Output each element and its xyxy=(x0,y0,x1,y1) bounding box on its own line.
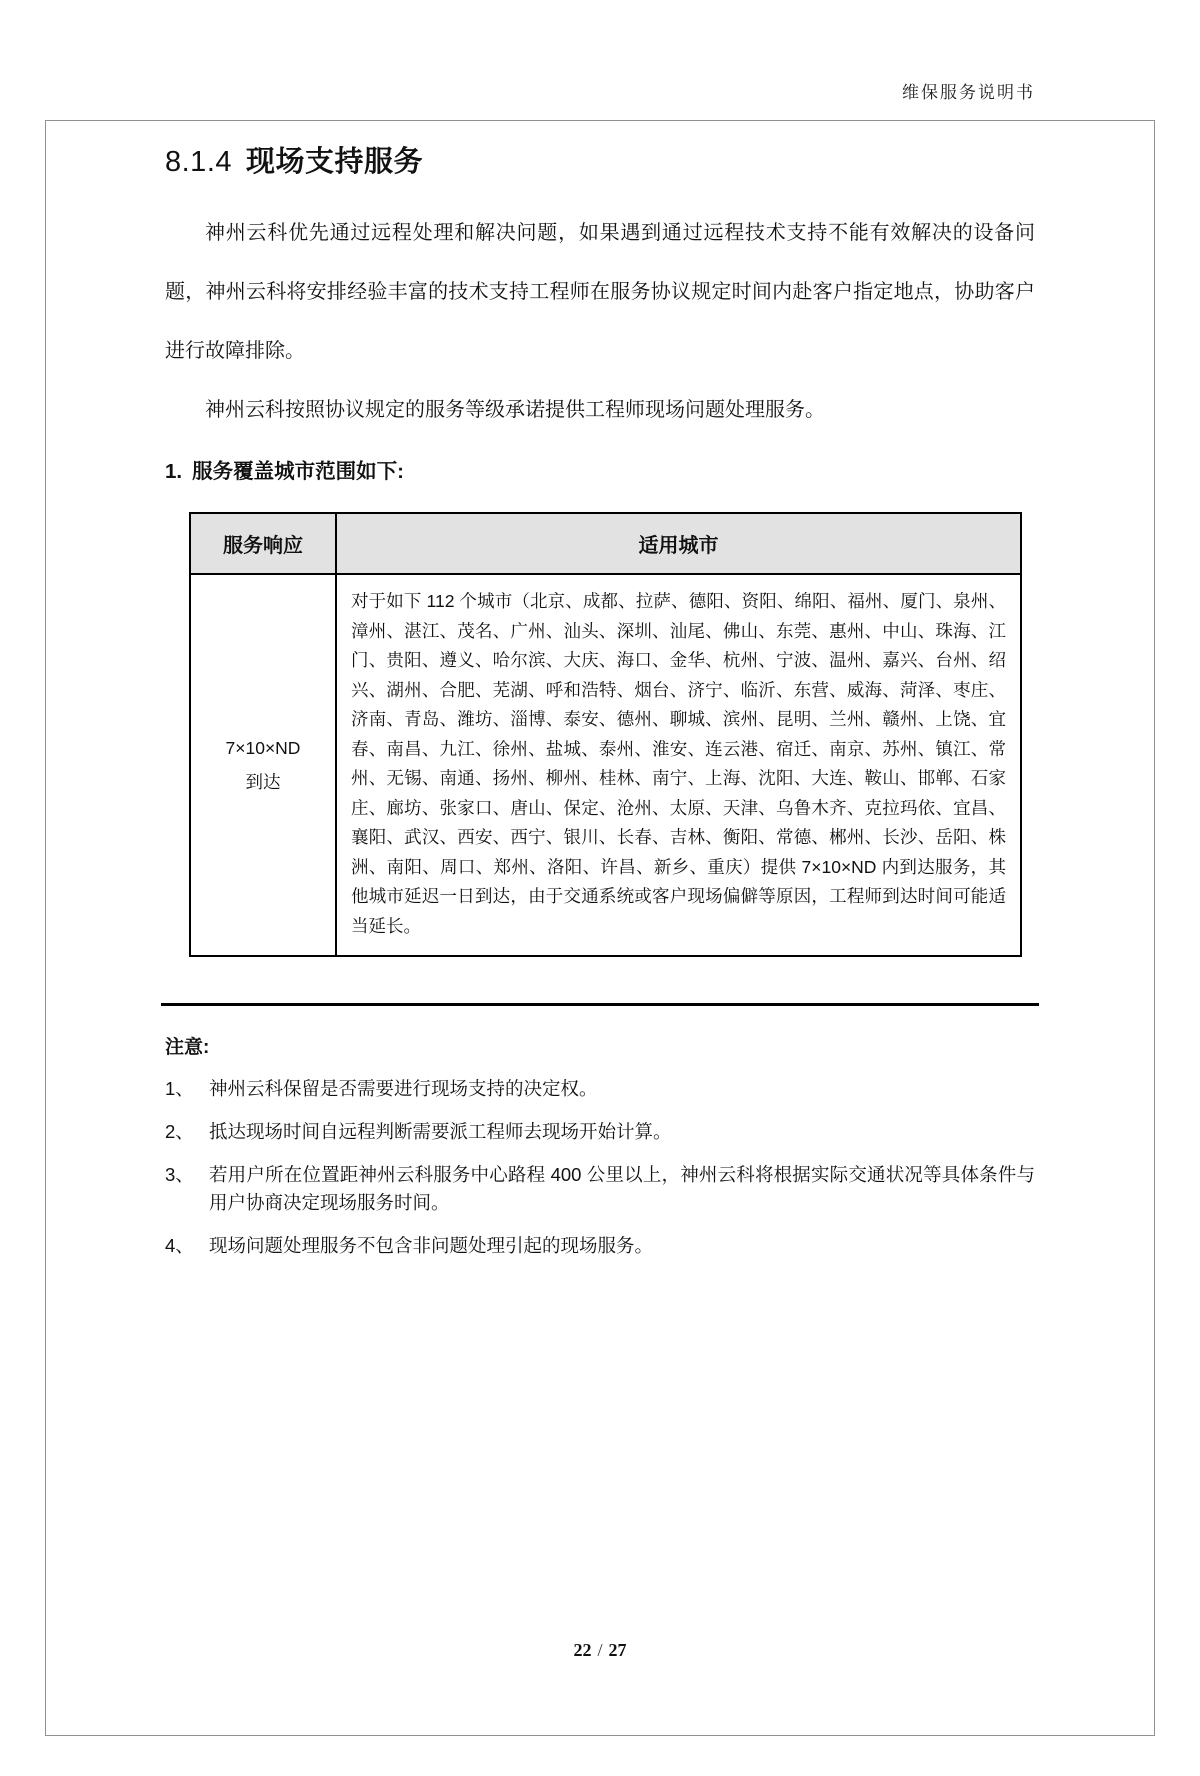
response-value: 7×10×ND xyxy=(225,738,301,758)
paragraph-1: 神州云科优先通过远程处理和解决问题，如果遇到通过远程技术支持不能有效解决的设备问题，神州云科将安排经验丰富的技术支持工程师在服务协议规定时间内赴客户指定地点，协助客户进行故障排除。 xyxy=(165,222,1035,362)
document-header xyxy=(165,78,1035,103)
note-item-3 xyxy=(165,1161,1035,1217)
subheading-coverage xyxy=(165,454,1035,484)
notes-title: 注意: xyxy=(165,1037,210,1058)
response-arrival-label: 到达 xyxy=(245,772,281,792)
note-number: 4、 xyxy=(165,1235,194,1256)
note-item-4 xyxy=(165,1232,1035,1260)
note-number: 2、 xyxy=(165,1121,194,1142)
notes-list xyxy=(165,1075,1035,1260)
column-header-applicable-cities: 适用城市 xyxy=(336,513,1021,574)
section-number: 8.1.4 xyxy=(165,146,232,178)
document-page xyxy=(0,78,1200,1260)
note-text: 神州云科保留是否需要进行现场支持的决定权。 xyxy=(209,1078,598,1099)
service-coverage-table xyxy=(189,512,1022,957)
note-number: 3、 xyxy=(165,1164,194,1185)
page-separator: / xyxy=(597,1640,603,1660)
service-response-cell xyxy=(190,574,336,956)
table-row xyxy=(190,574,1021,956)
paragraph-2: 神州云科按照协议规定的服务等级承诺提供工程师现场问题处理服务。 xyxy=(205,399,825,421)
table-header-row xyxy=(190,513,1021,574)
subheading-number: 1. xyxy=(165,460,183,483)
applicable-cities-cell: 对于如下 112 个城市（北京、成都、拉萨、德阳、资阳、绵阳、福州、厦门、泉州、漳州、湛江、茂名、广州、汕头、深圳、汕尾、佛山、东莞、惠州、中山、珠海、江门、贵阳、遵义、哈尔滨、大庆、海口、金华、杭州、宁波、温州、嘉兴、台州、绍兴、湖州、合肥、芜湖、呼和浩特、烟台、济宁、临沂、东营、威海、菏泽、枣庄、济南、青岛、潍坊、淄博、泰安、德州、聊城、滨州、昆明、兰州、赣州、上饶、宜春、南昌、九江、徐州、盐城、泰州、淮安、连云港、宿迁、南京、苏州、镇江、常州、无锡、南通、扬州、柳州、桂林、南宁、上海、沈阳、大连、鞍山、邯郸、石家庄、廊坊、张家口、唐山、保定、沧州、太原、天津、乌鲁木齐、克拉玛依、宜昌、襄阳、武汉、西安、西宁、银川、长春、吉林、衡阳、常德、郴州、长沙、岳阳、株洲、南阳、周口、郑州、洛阳、许昌、新乡、重庆）提供 7×10×ND 内到达服务，其他城市延迟一日到达，由于交通系统或客户现场偏僻等原因，工程师到达时间可能适当延长。 xyxy=(336,574,1021,956)
page-current: 22 xyxy=(573,1640,592,1660)
section-heading xyxy=(165,139,1035,180)
subheading-text: 服务覆盖城市范围如下: xyxy=(192,460,404,483)
header-title: 维保服务说明书 xyxy=(902,83,1035,102)
note-item-2 xyxy=(165,1118,1035,1146)
section-title: 现场支持服务 xyxy=(246,146,424,178)
notes-divider-rule xyxy=(161,1003,1039,1006)
note-text: 现场问题处理服务不包含非问题处理引起的现场服务。 xyxy=(209,1235,654,1256)
note-text: 抵达现场时间自远程判断需要派工程师去现场开始计算。 xyxy=(209,1121,672,1142)
note-item-1 xyxy=(165,1075,1035,1103)
column-header-service-response: 服务响应 xyxy=(190,513,336,574)
page-total: 27 xyxy=(608,1640,627,1660)
note-text: 若用户所在位置距神州云科服务中心路程 400 公里以上，神州云科将根据实际交通状况等具体条件与用户协商决定现场服务时间。 xyxy=(209,1164,1035,1213)
note-number: 1、 xyxy=(165,1078,194,1099)
page-number-footer xyxy=(0,1640,1200,1661)
